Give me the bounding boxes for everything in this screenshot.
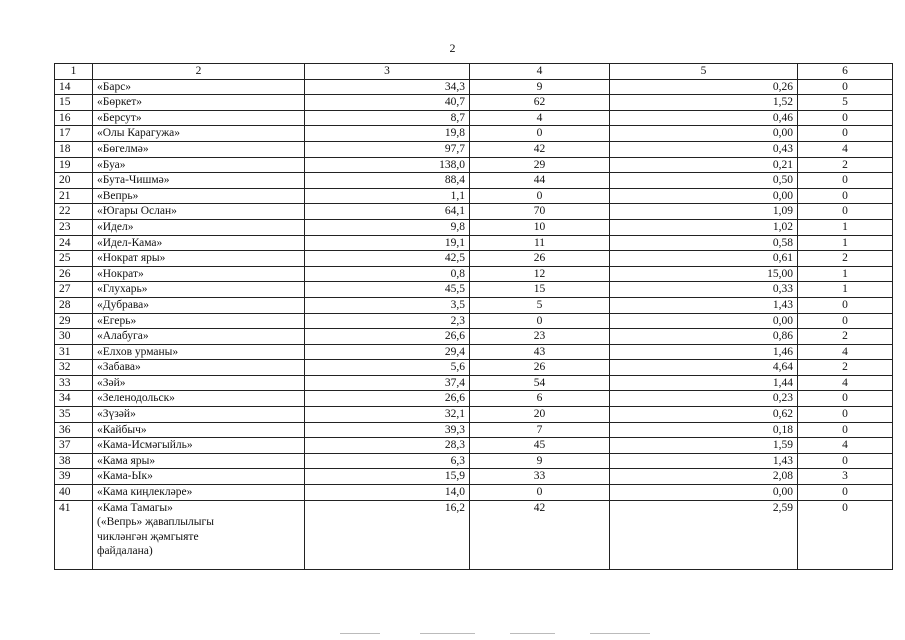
row-value-5: 0,50: [610, 173, 798, 189]
row-value-6: 3: [798, 469, 893, 485]
header-cell: 2: [93, 64, 305, 80]
row-name: «Бөгелмә»: [93, 141, 305, 157]
row-value-5: 1,52: [610, 95, 798, 111]
table-row: [55, 126, 893, 142]
row-value-6: 0: [798, 485, 893, 501]
row-value-3: 2,3: [305, 313, 470, 329]
row-value-4: 33: [470, 469, 610, 485]
table-row: [55, 173, 893, 189]
row-number: 34: [55, 391, 93, 407]
row-value-5: 0,00: [610, 126, 798, 142]
row-number: 28: [55, 297, 93, 313]
table-row: [55, 266, 893, 282]
row-number: 32: [55, 360, 93, 376]
row-value-6: 4: [798, 344, 893, 360]
row-name: «Кама киңлекләре»: [93, 485, 305, 501]
row-value-4: 42: [470, 141, 610, 157]
row-value-4: 4: [470, 110, 610, 126]
row-value-3: 88,4: [305, 173, 470, 189]
table-row: [55, 375, 893, 391]
table-row: [55, 500, 893, 569]
row-name-line: «Кама Тамагы»: [97, 501, 173, 514]
row-number: 21: [55, 188, 93, 204]
row-value-5: 0,00: [610, 313, 798, 329]
row-value-5: 0,61: [610, 251, 798, 267]
row-number: 29: [55, 313, 93, 329]
row-value-3: 45,5: [305, 282, 470, 298]
row-value-5: 2,08: [610, 469, 798, 485]
row-name: «Югары Ослан»: [93, 204, 305, 220]
row-value-6: 1: [798, 282, 893, 298]
table-row: [55, 344, 893, 360]
row-name: «Нократ»: [93, 266, 305, 282]
table-row: [55, 282, 893, 298]
table-row: [55, 95, 893, 111]
row-number: 18: [55, 141, 93, 157]
row-name: «Идел»: [93, 219, 305, 235]
row-value-3: 34,3: [305, 79, 470, 95]
row-name: «Алабуга»: [93, 329, 305, 345]
row-value-3: 138,0: [305, 157, 470, 173]
table-row: [55, 157, 893, 173]
row-value-4: 29: [470, 157, 610, 173]
row-value-4: 9: [470, 79, 610, 95]
row-value-3: 14,0: [305, 485, 470, 501]
row-name: «Егерь»: [93, 313, 305, 329]
header-cell: 4: [470, 64, 610, 80]
row-name: «Зеленодольск»: [93, 391, 305, 407]
row-name: «Вепрь»: [93, 188, 305, 204]
row-name: [93, 500, 305, 569]
scan-artifacts: [340, 633, 680, 635]
row-name: «Зәй»: [93, 375, 305, 391]
row-value-4: 0: [470, 313, 610, 329]
row-value-4: 0: [470, 126, 610, 142]
table-row: [55, 391, 893, 407]
row-value-4: 5: [470, 297, 610, 313]
row-value-5: 1,59: [610, 438, 798, 454]
row-value-4: 7: [470, 422, 610, 438]
row-value-6: 0: [798, 500, 893, 569]
table-row: [55, 485, 893, 501]
row-number: 36: [55, 422, 93, 438]
row-name: «Забава»: [93, 360, 305, 376]
row-value-4: 15: [470, 282, 610, 298]
row-number: 40: [55, 485, 93, 501]
row-value-5: 15,00: [610, 266, 798, 282]
row-value-3: 0,8: [305, 266, 470, 282]
row-number: 17: [55, 126, 93, 142]
row-name: «Бөркет»: [93, 95, 305, 111]
row-number: 41: [55, 500, 93, 569]
row-name: «Елхов урманы»: [93, 344, 305, 360]
row-number: 35: [55, 407, 93, 423]
row-name: «Кайбыч»: [93, 422, 305, 438]
row-value-3: 28,3: [305, 438, 470, 454]
row-number: 38: [55, 453, 93, 469]
row-value-4: 70: [470, 204, 610, 220]
header-cell: 1: [55, 64, 93, 80]
row-value-5: 0,33: [610, 282, 798, 298]
table-row: [55, 251, 893, 267]
table-row: [55, 110, 893, 126]
row-value-4: 54: [470, 375, 610, 391]
row-value-3: 40,7: [305, 95, 470, 111]
row-value-5: 1,46: [610, 344, 798, 360]
header-cell: 3: [305, 64, 470, 80]
row-value-4: 9: [470, 453, 610, 469]
row-number: 22: [55, 204, 93, 220]
row-value-4: 45: [470, 438, 610, 454]
row-value-5: 0,58: [610, 235, 798, 251]
row-number: 23: [55, 219, 93, 235]
row-value-3: 97,7: [305, 141, 470, 157]
row-value-5: 1,43: [610, 453, 798, 469]
table-row: [55, 235, 893, 251]
row-value-4: 0: [470, 188, 610, 204]
row-number: 39: [55, 469, 93, 485]
row-value-5: 1,44: [610, 375, 798, 391]
row-value-3: 32,1: [305, 407, 470, 423]
row-value-3: 6,3: [305, 453, 470, 469]
row-value-3: 9,8: [305, 219, 470, 235]
table-row: [55, 453, 893, 469]
header-row: [55, 64, 893, 80]
table-row: [55, 422, 893, 438]
table-row: [55, 141, 893, 157]
row-value-6: 0: [798, 110, 893, 126]
row-value-5: 0,26: [610, 79, 798, 95]
row-name: «Барс»: [93, 79, 305, 95]
row-value-4: 42: [470, 500, 610, 569]
data-table: [54, 63, 893, 570]
row-value-6: 1: [798, 235, 893, 251]
row-number: 33: [55, 375, 93, 391]
row-value-3: 29,4: [305, 344, 470, 360]
page-number: 2: [449, 41, 456, 55]
row-value-6: 5: [798, 95, 893, 111]
row-value-3: 39,3: [305, 422, 470, 438]
row-name: «Берсут»: [93, 110, 305, 126]
table-row: [55, 469, 893, 485]
row-value-6: 0: [798, 126, 893, 142]
row-value-3: 64,1: [305, 204, 470, 220]
row-value-3: 26,6: [305, 391, 470, 407]
row-value-6: 0: [798, 453, 893, 469]
row-value-6: 0: [798, 173, 893, 189]
row-value-6: 4: [798, 375, 893, 391]
row-name: «Глухарь»: [93, 282, 305, 298]
row-number: 31: [55, 344, 93, 360]
header-cell: 6: [798, 64, 893, 80]
row-name: «Бута-Чишмә»: [93, 173, 305, 189]
row-number: 37: [55, 438, 93, 454]
row-value-5: 0,86: [610, 329, 798, 345]
row-value-5: 0,21: [610, 157, 798, 173]
table-row: [55, 297, 893, 313]
row-number: 24: [55, 235, 93, 251]
row-value-3: 5,6: [305, 360, 470, 376]
row-value-4: 11: [470, 235, 610, 251]
row-value-5: 0,46: [610, 110, 798, 126]
row-name: «Идел-Кама»: [93, 235, 305, 251]
row-number: 19: [55, 157, 93, 173]
row-number: 16: [55, 110, 93, 126]
row-value-4: 26: [470, 251, 610, 267]
row-value-6: 2: [798, 157, 893, 173]
table-row: [55, 313, 893, 329]
row-value-6: 0: [798, 391, 893, 407]
row-value-3: 16,2: [305, 500, 470, 569]
row-name: «Зүзәй»: [93, 407, 305, 423]
table-row: [55, 438, 893, 454]
header-cell: 5: [610, 64, 798, 80]
row-value-4: 23: [470, 329, 610, 345]
row-value-4: 10: [470, 219, 610, 235]
row-name: «Буа»: [93, 157, 305, 173]
row-value-6: 0: [798, 313, 893, 329]
row-value-3: 42,5: [305, 251, 470, 267]
row-value-4: 0: [470, 485, 610, 501]
row-value-4: 20: [470, 407, 610, 423]
row-value-6: 4: [798, 141, 893, 157]
row-value-5: 0,00: [610, 188, 798, 204]
row-value-5: 0,62: [610, 407, 798, 423]
row-value-5: 0,23: [610, 391, 798, 407]
row-value-5: 2,59: [610, 500, 798, 569]
row-value-3: 26,6: [305, 329, 470, 345]
table-row: [55, 219, 893, 235]
table-row: [55, 407, 893, 423]
row-value-5: 4,64: [610, 360, 798, 376]
row-value-6: 0: [798, 79, 893, 95]
row-value-5: 1,43: [610, 297, 798, 313]
table-row: [55, 360, 893, 376]
row-value-6: 0: [798, 204, 893, 220]
row-value-5: 1,09: [610, 204, 798, 220]
row-name: «Кама-Исмәгыйль»: [93, 438, 305, 454]
row-number: 25: [55, 251, 93, 267]
row-number: 27: [55, 282, 93, 298]
row-value-5: 1,02: [610, 219, 798, 235]
row-name: «Олы Карагужа»: [93, 126, 305, 142]
row-value-3: 37,4: [305, 375, 470, 391]
row-value-3: 19,8: [305, 126, 470, 142]
row-value-6: 4: [798, 438, 893, 454]
row-value-4: 6: [470, 391, 610, 407]
row-value-4: 62: [470, 95, 610, 111]
row-value-4: 12: [470, 266, 610, 282]
row-value-6: 0: [798, 297, 893, 313]
row-number: 26: [55, 266, 93, 282]
table-row: [55, 329, 893, 345]
table-row: [55, 188, 893, 204]
row-value-3: 3,5: [305, 297, 470, 313]
row-number: 14: [55, 79, 93, 95]
row-value-5: 0,43: [610, 141, 798, 157]
table-row: [55, 79, 893, 95]
row-name: «Кама-Ык»: [93, 469, 305, 485]
row-value-6: 0: [798, 422, 893, 438]
row-value-6: 2: [798, 251, 893, 267]
row-value-4: 43: [470, 344, 610, 360]
row-name: «Дубрава»: [93, 297, 305, 313]
row-name-line: («Вепрь» җаваплылыгы: [97, 516, 214, 529]
row-value-6: 1: [798, 219, 893, 235]
row-value-3: 1,1: [305, 188, 470, 204]
row-value-4: 44: [470, 173, 610, 189]
row-value-6: 1: [798, 266, 893, 282]
row-value-6: 2: [798, 329, 893, 345]
row-name-line: файдалана): [97, 545, 153, 558]
row-value-3: 15,9: [305, 469, 470, 485]
row-value-6: 2: [798, 360, 893, 376]
row-value-3: 19,1: [305, 235, 470, 251]
row-value-6: 0: [798, 188, 893, 204]
row-number: 30: [55, 329, 93, 345]
row-value-4: 26: [470, 360, 610, 376]
table-row: [55, 204, 893, 220]
row-name: «Кама яры»: [93, 453, 305, 469]
row-name: «Нократ яры»: [93, 251, 305, 267]
row-value-5: 0,18: [610, 422, 798, 438]
row-number: 20: [55, 173, 93, 189]
row-value-6: 0: [798, 407, 893, 423]
row-number: 15: [55, 95, 93, 111]
row-name-line: чикләнгән җәмгыяте: [97, 530, 199, 543]
row-value-3: 8,7: [305, 110, 470, 126]
row-value-5: 0,00: [610, 485, 798, 501]
